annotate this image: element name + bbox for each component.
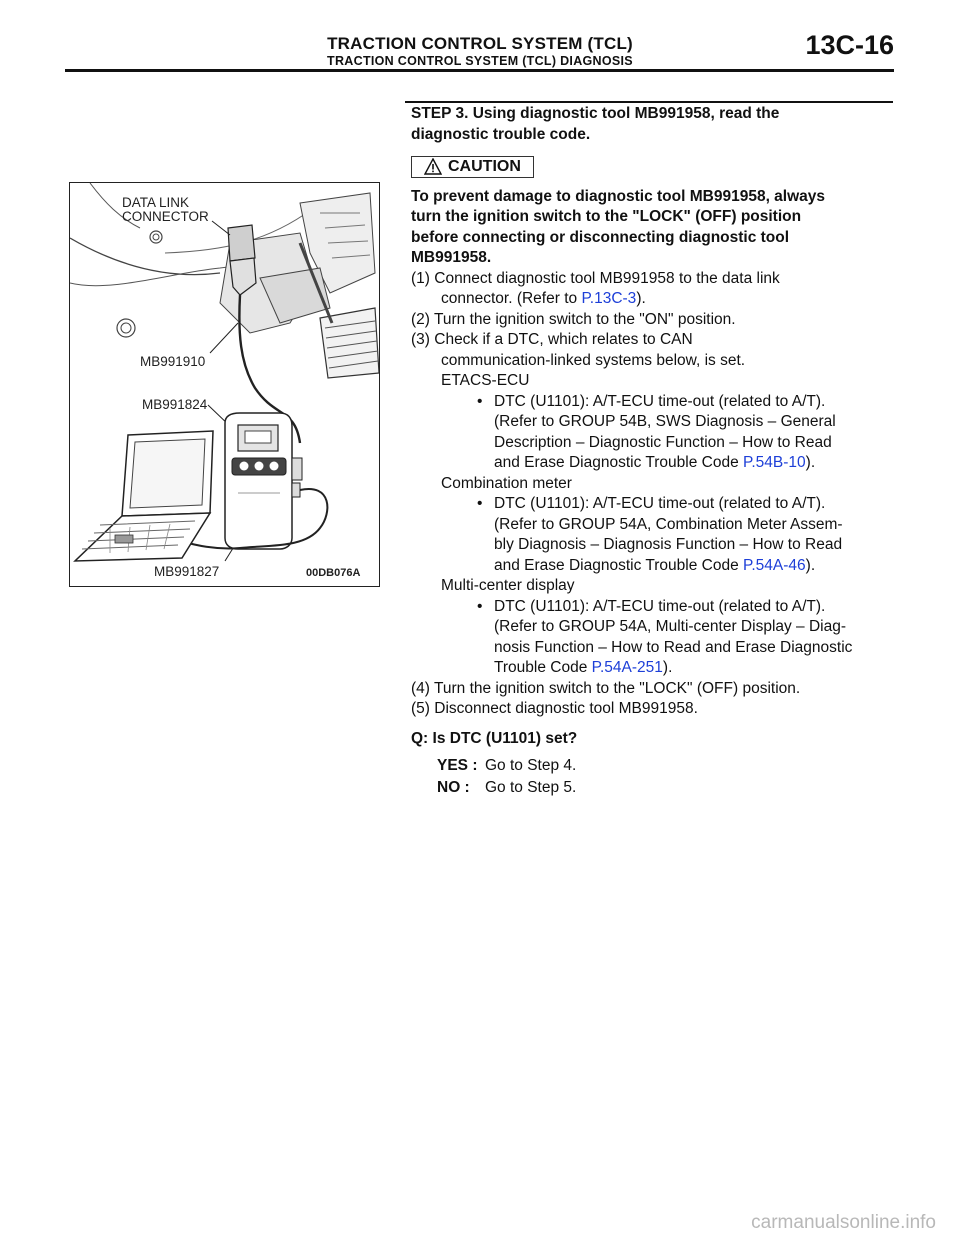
procedure-step-2: (2) Turn the ignition switch to the "ON" position.	[411, 310, 736, 328]
page-number: 13C-16	[805, 30, 894, 60]
label-mb991910: MB991910	[140, 354, 206, 369]
label-mb991824: MB991824	[142, 397, 208, 412]
label-data-link-connector-2: CONNECTOR	[122, 209, 209, 224]
answer-no: NO : Go to Step 5.	[411, 778, 896, 799]
link-p13c-3[interactable]: P.13C-3	[581, 290, 637, 307]
group-etacs-ecu: ETACS-ECU • DTC (U1101): A/T-ECU time-out (related to A/T). (Refer to GROUP 54B, SWS Diagnosis – General Description – Diagnostic Function – How to Read and Erase Diagnostic Trouble Code P.54B-10).	[411, 371, 896, 474]
procedure-step-4: (4) Turn the ignition switch to the "LOCK" (OFF) position.	[411, 679, 801, 697]
watermark: carmanualsonline.info	[751, 1212, 936, 1233]
caution-box	[411, 156, 534, 178]
label-data-link-connector-1: DATA LINK	[122, 195, 190, 210]
bullet: •	[477, 495, 483, 512]
bullet: •	[477, 392, 483, 410]
figure-code: 00DB076A	[306, 567, 361, 579]
procedure-step-3: (3) Check if a DTC, which relates to CAN communication-linked systems below, is set.	[411, 331, 746, 369]
warning-icon	[424, 158, 442, 175]
step-rule	[405, 101, 893, 103]
question: Q: Is DTC (U1101) set?	[411, 729, 578, 747]
answer-yes-label: YES :	[437, 757, 478, 774]
label-mb991827: MB991827	[154, 564, 220, 579]
step-heading: STEP 3. Using diagnostic tool MB991958, read the diagnostic trouble code.	[411, 105, 780, 143]
link-p54b-10[interactable]: P.54B-10	[743, 454, 806, 471]
procedure-step-1: (1) Connect diagnostic tool MB991958 to the data link connector. (Refer to P.13C-3).	[411, 269, 780, 307]
diagnostic-connection-illustration	[70, 183, 379, 586]
caution-label: CAUTION	[448, 158, 521, 175]
procedure-step-5: (5) Disconnect diagnostic tool MB991958.	[411, 700, 698, 717]
bullet: •	[477, 597, 483, 615]
group-combination-meter: Combination meter • DTC (U1101): A/T-ECU time-out (related to A/T). (Refer to GROUP 54A, Combination Meter Assem- bly Diagnosis – Diagnosis Function – How to Read and Erase Diagnostic Trouble Code P.54A-46).	[411, 474, 896, 577]
caution-text: To prevent damage to diagnostic tool MB991958, always turn the ignition switch to the "LOCK" (OFF) position before connecting or disconnecting diagnostic tool MB991958.	[411, 187, 826, 266]
page-header-subtitle: TRACTION CONTROL SYSTEM (TCL) DIAGNOSIS	[327, 54, 633, 68]
page-header-title: TRACTION CONTROL SYSTEM (TCL)	[327, 34, 633, 53]
content-column	[411, 104, 896, 798]
group-name: ETACS-ECU	[441, 372, 530, 389]
group-name: Multi-center display	[441, 577, 575, 594]
header-rule	[65, 69, 894, 72]
link-p54a-251[interactable]: P.54A-251	[591, 659, 663, 676]
figure	[69, 182, 380, 587]
answer-yes: YES : Go to Step 4.	[411, 756, 896, 777]
group-multi-center-display: Multi-center display • DTC (U1101): A/T-ECU time-out (related to A/T). (Refer to GROUP 54A, Multi-center Display – Diag- nosis Function – How to Read and Erase Diagnostic Trouble Code P.54A-251).	[411, 576, 896, 679]
group-name: Combination meter	[441, 474, 572, 492]
link-p54a-46[interactable]: P.54A-46	[743, 556, 806, 574]
answer-no-label: NO :	[437, 778, 470, 796]
